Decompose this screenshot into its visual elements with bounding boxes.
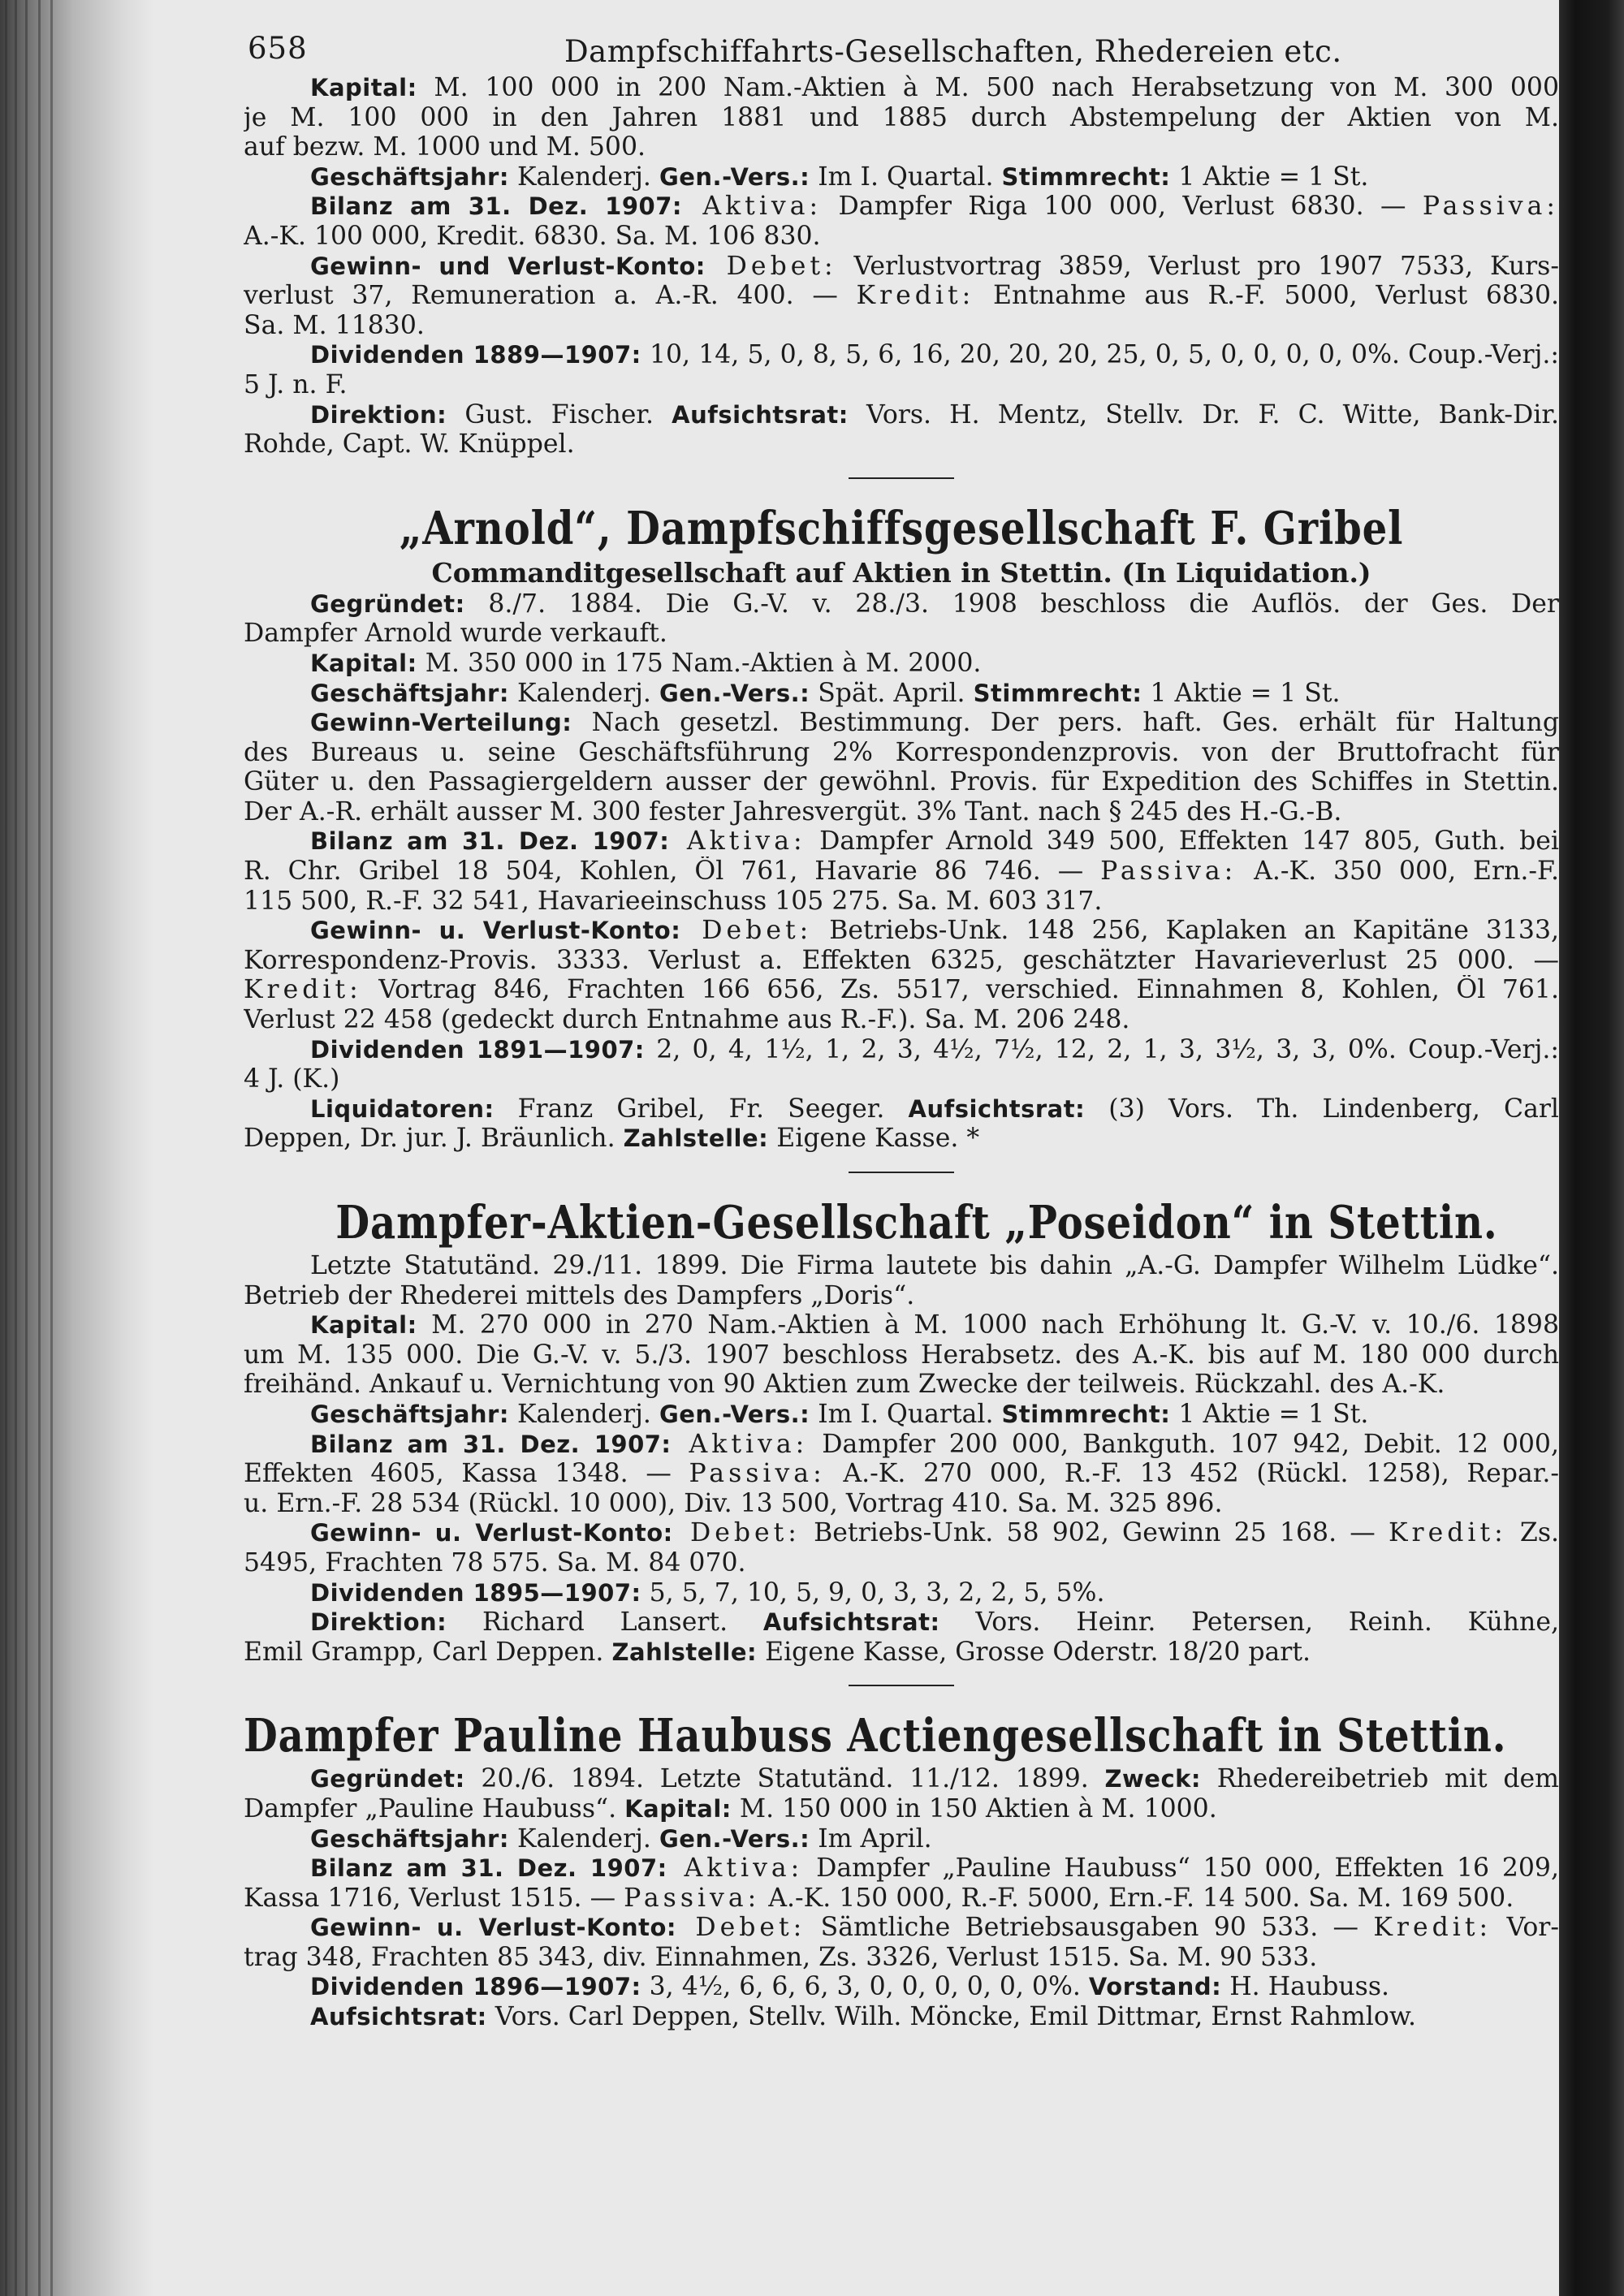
text-line: [244, 1764, 1559, 1794]
field-label: Bilanz am 31. Dez. 1907:: [310, 827, 670, 856]
line-text: Sämtliche Betriebsausgaben 90 533. —: [806, 1913, 1374, 1943]
text-line: [244, 1518, 1559, 1548]
text-line: [244, 1972, 1559, 2002]
spaced-label: Aktiva:: [671, 1429, 809, 1459]
entry-title: „Arnold“, Dampfschiffsgesellschaft F. Gribel: [399, 501, 1404, 555]
spaced-label: Debet:: [680, 916, 813, 946]
text-line: [244, 1005, 1559, 1035]
field-label: Aufsichtsrat:: [908, 1094, 1086, 1123]
text-line: [244, 73, 1559, 103]
field-label: Geschäftsjahr:: [310, 1824, 509, 1853]
field-label: Kapital:: [624, 1794, 732, 1823]
field-label: Gen.-Vers.:: [659, 1824, 810, 1853]
line-text: 3, 4½, 6, 6, 6, 3, 0, 0, 0, 0, 0, 0%.: [641, 1972, 1089, 2002]
line-text: Vors. Heinr. Petersen, Reinh. Kühne,: [939, 1608, 1559, 1638]
text-line: [244, 1340, 1559, 1370]
line-text: Dampfer 200 000, Bankguth. 107 942, Debit. 12 000,: [808, 1429, 1559, 1459]
field-label: Gewinn- u. Verlust-Konto:: [310, 1519, 673, 1547]
line-text: Im I. Quartal.: [810, 1399, 1002, 1429]
line-text: verlust 37, Remuneration a. A.-R. 400. —: [244, 281, 857, 311]
line-text: u. Ern.-F. 28 534 (Rückl. 10 000), Div. 13 500, Vortrag 410. Sa. M. 325 896.: [244, 1488, 1223, 1518]
line-text: M. 350 000 in 175 Nam.-Aktien à M. 2000.: [417, 648, 982, 678]
line-text: 8./7. 1884. Die G.-V. v. 28./3. 1908 beschloss die Auflös. der Ges. Der: [464, 589, 1559, 619]
section-divider: [849, 477, 954, 479]
book-page: [244, 24, 1559, 2281]
entry-title: Dampfer Pauline Haubuss Actiengesellschaft in Stettin.: [244, 1709, 1507, 1763]
field-label: Stimmrecht:: [973, 679, 1142, 707]
entries-column: [244, 73, 1559, 2032]
binding-shadow: [0, 0, 154, 2296]
text-line: [244, 975, 1559, 1005]
line-text: Der A.-R. erhält ausser M. 300 fester Jahresvergüt. 3% Tant. nach § 245 des H.-G.-B.: [244, 796, 1342, 826]
spaced-label: Debet:: [705, 251, 837, 281]
field-label: Kapital:: [310, 649, 417, 677]
text-line: [244, 1400, 1559, 1430]
text-line: [244, 1124, 1559, 1154]
text-line: [244, 1459, 1559, 1489]
spaced-label: Aktiva:: [669, 826, 806, 857]
line-text: 4 J. (K.): [244, 1064, 340, 1094]
section-divider: [849, 1172, 954, 1173]
text-line: [244, 916, 1559, 946]
line-text: Spät. April.: [810, 678, 974, 708]
line-text: (3) Vors. Th. Lindenberg, Carl: [1085, 1094, 1559, 1124]
text-line: [244, 589, 1559, 619]
line-text: Kalenderj.: [508, 678, 659, 708]
spaced-label: Kredit:: [244, 975, 362, 1005]
line-text: 10, 14, 5, 0, 8, 5, 6, 16, 20, 20, 20, 25, 0, 5, 0, 0, 0, 0, 0%. Coup.-Verj.:: [641, 340, 1559, 370]
line-text: des Bureaus u. seine Geschäftsführung 2% Korrespondenzprovis. von der Bruttofracht für: [244, 737, 1559, 767]
text-line: [244, 1854, 1559, 1884]
text-line: [244, 1251, 1559, 1281]
field-label: Dividenden 1891—1907:: [310, 1035, 645, 1064]
line-text: Rhedereibetrieb mit dem: [1201, 1764, 1559, 1794]
text-line: [244, 826, 1559, 857]
line-text: Entnahme aus R.-F. 5000, Verlust 6830.: [974, 281, 1559, 311]
line-text: R. Chr. Gribel 18 504, Kohlen, Öl 761, Havarie 86 746. —: [244, 857, 1101, 887]
text-line: [244, 1430, 1559, 1460]
field-label: Direktion:: [310, 400, 447, 429]
company-entry: [244, 1194, 1559, 1667]
company-entry: [244, 73, 1559, 460]
text-line: [244, 132, 1559, 162]
line-text: Eigene Kasse, Grosse Oderstr. 18/20 part.: [757, 1637, 1311, 1667]
text-line: [244, 162, 1559, 192]
line-text: M. 150 000 in 150 Aktien à M. 1000.: [731, 1793, 1217, 1823]
text-line: [244, 679, 1559, 709]
line-text: Betriebs-Unk. 148 256, Kaplaken an Kapitäne 3133,: [812, 916, 1559, 946]
field-label: Zweck:: [1104, 1765, 1202, 1793]
spaced-label: Passiva:: [1100, 857, 1237, 887]
text-line: [244, 1064, 1559, 1094]
field-label: Kapital:: [310, 74, 417, 101]
text-line: [244, 1608, 1559, 1638]
field-label: Zahlstelle:: [623, 1124, 769, 1153]
text-line: [244, 340, 1559, 370]
text-line: [244, 1794, 1559, 1824]
line-text: auf bezw. M. 1000 und M. 500.: [244, 132, 646, 162]
running-title: Dampfschiffahrts-Gesellschaften, Rhedereien etc.: [564, 34, 1342, 69]
field-label: Geschäftsjahr:: [310, 1400, 509, 1428]
line-text: Kalenderj.: [508, 162, 659, 192]
field-label: Gegründet:: [310, 589, 465, 618]
line-text: Korrespondenz-Provis. 3333. Verlust a. Effekten 6325, geschätzter Havarieverlust 25 000. —: [244, 945, 1559, 975]
line-text: Rohde, Capt. W. Knüppel.: [244, 429, 575, 460]
text-line: [244, 103, 1559, 133]
line-text: Zs.: [1506, 1518, 1559, 1548]
field-label: Gewinn- u. Verlust-Konto:: [310, 1914, 676, 1942]
text-line: [244, 708, 1559, 738]
field-label: Gewinn-Verteilung:: [310, 709, 572, 737]
line-text: Kassa 1716, Verlust 1515. —: [244, 1883, 624, 1913]
field-label: Zahlstelle:: [611, 1638, 758, 1666]
line-text: Verlustvortrag 3859, Verlust pro 1907 7533, Kurs-: [836, 251, 1559, 281]
line-text: Kalenderj.: [508, 1399, 659, 1429]
line-text: Eigene Kasse. *: [768, 1124, 980, 1154]
line-text: A.-K. 270 000, R.-F. 13 452 (Rückl. 1258), Repar.-: [825, 1459, 1559, 1489]
field-label: Gen.-Vers.:: [659, 1400, 810, 1428]
field-label: Stimmrecht:: [1001, 1400, 1171, 1428]
page-header: [244, 24, 1559, 73]
line-text: 1 Aktie = 1 St.: [1142, 678, 1341, 708]
field-label: Geschäftsjahr:: [310, 679, 509, 707]
line-text: um M. 135 000. Die G.-V. v. 5./3. 1907 beschloss Herabsetz. des A.-K. bis auf M. 180 000 durch: [244, 1340, 1559, 1370]
entry-subtitle: Commanditgesellschaft auf Aktien in Stettin. (In Liquidation.): [431, 556, 1371, 589]
line-text: trag 348, Frachten 85 343, div. Einnahmen, Zs. 3326, Verlust 1515. Sa. M. 90 533.: [244, 1942, 1318, 1972]
line-text: A.-K. 100 000, Kredit. 6830. Sa. M. 106 830.: [244, 221, 821, 251]
text-line: [244, 1884, 1559, 1914]
spaced-label: Passiva:: [689, 1459, 826, 1489]
text-line: [244, 1094, 1559, 1124]
field-label: Gewinn- und Verlust-Konto:: [310, 252, 706, 280]
text-line: [244, 370, 1559, 400]
field-label: Liquidatoren:: [310, 1094, 495, 1123]
text-line: [244, 281, 1559, 311]
line-text: Dampfer Arnold 349 500, Effekten 147 805, Guth. bei: [806, 826, 1559, 857]
text-line: [244, 222, 1559, 252]
line-text: M. 270 000 in 270 Nam.-Aktien à M. 1000 nach Erhöhung lt. G.-V. v. 10./6. 1898: [417, 1310, 1559, 1340]
text-line: [244, 1548, 1559, 1578]
line-text: Dampfer „Pauline Haubuss“.: [244, 1793, 625, 1823]
line-text: Dampfer Riga 100 000, Verlust 6830. —: [822, 192, 1423, 222]
line-text: Vors. Carl Deppen, Stellv. Wilh. Möncke, Emil Dittmar, Ernst Rahmlow.: [486, 2002, 1417, 2032]
field-label: Bilanz am 31. Dez. 1907:: [310, 192, 682, 221]
text-line: [244, 1370, 1559, 1400]
line-text: A.-K. 150 000, R.-F. 5000, Ern.-F. 14 500. Sa. M. 169 500.: [760, 1883, 1514, 1913]
line-text: 5495, Frachten 78 575. Sa. M. 84 070.: [244, 1547, 746, 1577]
line-text: freihänd. Ankauf u. Vernichtung von 90 Aktien zum Zwecke der teilweis. Rückzahl. des A.-K.: [244, 1370, 1445, 1400]
text-line: [244, 857, 1559, 887]
spaced-label: Aktiva:: [681, 192, 823, 222]
text-line: [244, 1578, 1559, 1608]
field-label: Gegründet:: [310, 1765, 465, 1793]
text-line: [244, 429, 1559, 460]
line-text: Emil Grampp, Carl Deppen.: [244, 1637, 612, 1667]
text-line: [244, 649, 1559, 679]
text-line: [244, 1281, 1559, 1311]
spaced-label: Passiva:: [624, 1883, 761, 1913]
text-line: [244, 1824, 1559, 1854]
field-label: Gen.-Vers.:: [659, 679, 810, 707]
text-line: [244, 192, 1559, 222]
line-text: Deppen, Dr. jur. J. Bräunlich.: [244, 1124, 624, 1154]
line-text: 5, 5, 7, 10, 5, 9, 0, 3, 3, 2, 2, 5, 5%.: [641, 1577, 1105, 1608]
line-text: Betriebs-Unk. 58 902, Gewinn 25 168. —: [800, 1518, 1389, 1548]
line-text: M. 100 000 in 200 Nam.-Aktien à M. 500 nach Herabsetzung von M. 300 000: [417, 73, 1559, 102]
line-text: 2, 0, 4, 1½, 1, 2, 3, 4½, 7½, 12, 2, 1, 3, 3½, 3, 3, 0%. Coup.-Verj.:: [644, 1034, 1559, 1064]
field-label: Geschäftsjahr:: [310, 162, 509, 191]
line-text: Kalenderj.: [508, 1823, 659, 1854]
field-label: Gen.-Vers.:: [659, 162, 810, 191]
text-line: [244, 797, 1559, 827]
text-line: [244, 1943, 1559, 1973]
field-label: Stimmrecht:: [1001, 162, 1171, 191]
field-label: Gewinn- u. Verlust-Konto:: [310, 917, 681, 945]
field-label: Dividenden 1896—1907:: [310, 1973, 641, 2001]
page-number: 658: [248, 31, 308, 66]
section-divider: [849, 1685, 954, 1686]
text-line: [244, 252, 1559, 282]
spaced-label: Passiva:: [1422, 192, 1559, 222]
field-label: Bilanz am 31. Dez. 1907:: [310, 1854, 667, 1883]
line-text: Verlust 22 458 (gedeckt durch Entnahme aus R.-F.). Sa. M. 206 248.: [244, 1005, 1130, 1035]
company-entry: [244, 1707, 1559, 2031]
line-text: Vortrag 846, Frachten 166 656, Zs. 5517, verschied. Einnahmen 8, Kohlen, Öl 761.: [361, 975, 1559, 1005]
line-text: 20./6. 1894. Letzte Statutänd. 11./12. 1899.: [464, 1764, 1105, 1794]
spaced-label: Kredit:: [1388, 1518, 1507, 1548]
line-text: Sa. M. 11830.: [244, 310, 425, 340]
line-text: Vors. H. Mentz, Stellv. Dr. F. C. Witte, Bank-Dir.: [848, 399, 1559, 429]
scan-edge-shadow: [1559, 0, 1624, 2296]
text-line: [244, 1310, 1559, 1340]
field-label: Aufsichtsrat:: [762, 1608, 940, 1637]
text-line: [244, 2002, 1559, 2032]
line-text: Vor-: [1492, 1913, 1559, 1943]
text-line: [244, 1489, 1559, 1519]
field-label: Dividenden 1895—1907:: [310, 1578, 641, 1607]
entry-title: Dampfer-Aktien-Gesellschaft „Poseidon“ in Stettin.: [335, 1196, 1498, 1249]
line-text: Gust. Fischer.: [447, 399, 672, 429]
line-text: 1 Aktie = 1 St.: [1170, 162, 1369, 192]
spaced-label: Debet:: [676, 1913, 806, 1943]
line-text: je M. 100 000 in den Jahren 1881 und 1885 durch Abstempelung der Aktien von M.: [244, 102, 1559, 132]
line-text: Im April.: [810, 1823, 932, 1854]
field-label: Bilanz am 31. Dez. 1907:: [310, 1430, 672, 1458]
line-text: Richard Lansert.: [447, 1608, 763, 1638]
spaced-label: Debet:: [672, 1518, 801, 1548]
line-text: 5 J. n. F.: [244, 369, 348, 399]
line-text: Dampfer Arnold wurde verkauft.: [244, 619, 667, 649]
line-text: Franz Gribel, Fr. Seeger.: [494, 1094, 909, 1124]
line-text: A.-K. 350 000, Ern.-F.: [1237, 857, 1559, 887]
field-label: Vorstand:: [1088, 1973, 1222, 2001]
text-line: [244, 1913, 1559, 1943]
line-text: Effekten 4605, Kassa 1348. —: [244, 1459, 689, 1489]
line-text: Dampfer „Pauline Haubuss“ 150 000, Effekten 16 209,: [803, 1854, 1559, 1884]
company-entry: [244, 500, 1559, 1154]
text-line: [244, 400, 1559, 430]
line-text: Betrieb der Rhederei mittels des Dampfers „Doris“.: [244, 1280, 915, 1310]
text-line: [244, 1035, 1559, 1065]
field-label: Aufsichtsrat:: [310, 2003, 487, 2031]
text-line: [244, 946, 1559, 976]
text-line: [244, 1638, 1559, 1668]
line-text: 1 Aktie = 1 St.: [1170, 1399, 1369, 1429]
line-text: 115 500, R.-F. 32 541, Havarieeinschuss 105 275. Sa. M. 603 317.: [244, 886, 1103, 916]
text-line: [244, 311, 1559, 341]
spaced-label: Kredit:: [1373, 1913, 1492, 1943]
line-text: Im I. Quartal.: [810, 162, 1002, 192]
field-label: Direktion:: [310, 1608, 447, 1637]
text-line: [244, 738, 1559, 768]
spaced-label: Kredit:: [856, 281, 975, 311]
field-label: Dividenden 1889—1907:: [310, 341, 641, 369]
field-label: Kapital:: [310, 1311, 417, 1340]
line-text: Letzte Statutänd. 29./11. 1899. Die Firma lautete bis dahin „A.-G. Dampfer Wilhelm Lüdke“.: [310, 1251, 1559, 1280]
text-line: [244, 887, 1559, 917]
line-text: Nach gesetzl. Bestimmung. Der pers. haft. Ges. erhält für Haltung: [572, 708, 1559, 738]
line-text: H. Haubuss.: [1221, 1972, 1390, 2002]
spaced-label: Aktiva:: [667, 1854, 804, 1884]
text-line: [244, 619, 1559, 649]
text-line: [244, 767, 1559, 797]
field-label: Aufsichtsrat:: [672, 400, 849, 429]
line-text: Güter u. den Passagiergeldern ausser der gewöhnl. Provis. für Expedition des Schiffes in Stettin.: [244, 767, 1559, 797]
